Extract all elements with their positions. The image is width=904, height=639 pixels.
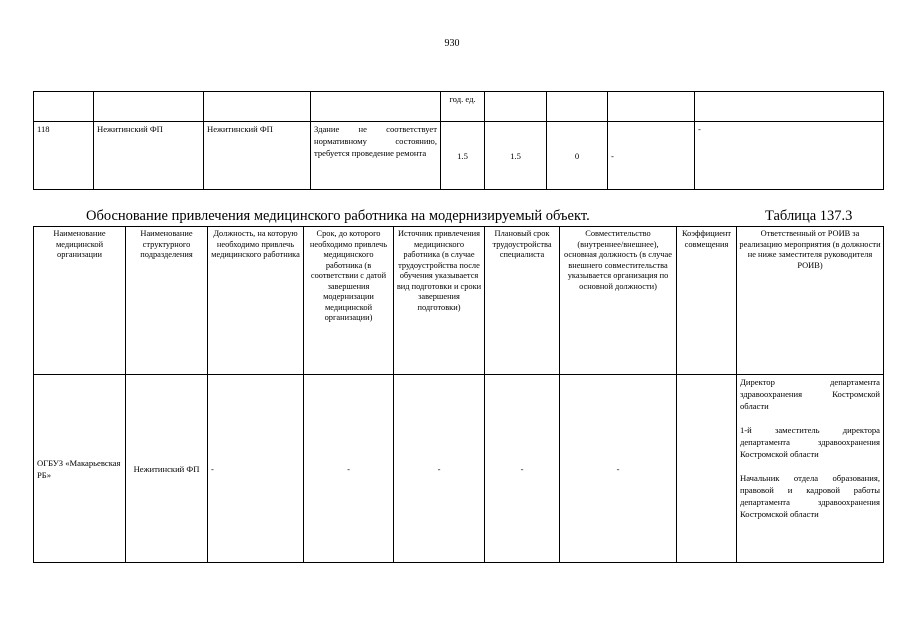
page-number: 930 xyxy=(444,38,460,49)
header-unit: Наименование структурного подразделения xyxy=(126,227,208,375)
cell-org: ОГБУЗ «Макарьевская РБ» xyxy=(34,375,126,563)
responsible-2: 1-й заместитель директора департамента здравоохранения Костромской области xyxy=(740,425,880,459)
row-unit: Нежитинский ФП xyxy=(204,122,311,190)
top-table-header-row xyxy=(34,92,884,122)
table-number: Таблица 137.3 xyxy=(765,208,853,224)
main-table xyxy=(33,226,884,563)
row-org: Нежитинский ФП xyxy=(94,122,204,190)
header-coef: Коэффициент совмещения xyxy=(677,227,737,375)
section-title: Обоснование привлечения медицинского работника на модернизируемый объект. xyxy=(86,208,590,224)
row-value-4: - xyxy=(608,122,695,190)
header-org: Наименование медицинской организации xyxy=(34,227,126,375)
top-table-row xyxy=(34,122,884,190)
responsible-3: Начальник отдела образования, правовой и кадровой работы департамента здравоохранения Костромской области xyxy=(740,473,880,519)
top-table xyxy=(33,91,884,190)
cell-source: - xyxy=(394,375,485,563)
row-value-3: 0 xyxy=(547,122,608,190)
cell-deadline: - xyxy=(304,375,394,563)
cell-responsible xyxy=(737,375,884,563)
main-table-row xyxy=(34,375,884,563)
cell-plan: - xyxy=(485,375,560,563)
main-table-header-row xyxy=(34,227,884,375)
cell-combo: - xyxy=(560,375,677,563)
row-number: 118 xyxy=(34,122,94,190)
row-state: Здание не соответствует нормативному состоянию, требуется проведение ремонта xyxy=(311,122,441,190)
header-combo: Совместительство (внутреннее/внешнее), основная должность (в случае внешнего совместительства указывается организация по основной должности) xyxy=(560,227,677,375)
header-plan: Плановый срок трудоустройства специалиста xyxy=(485,227,560,375)
header-source: Источник привлечения медицинского работника (в случае трудоустройства после обучения указывается вид подготовки и сроки завершения подготовки) xyxy=(394,227,485,375)
responsible-1: Директор департамента здравоохранения Костромской области xyxy=(740,377,880,411)
header-responsible: Ответственный от РОИВ за реализацию мероприятия (в должности не ниже заместителя руководителя РОИВ) xyxy=(737,227,884,375)
row-value-1: 1.5 xyxy=(441,122,485,190)
header-position: Должность, на которую необходимо привлечь медицинского работника xyxy=(208,227,304,375)
cell-position: - xyxy=(208,375,304,563)
cell-unit: Нежитинский ФП xyxy=(126,375,208,563)
cell-coef xyxy=(677,375,737,563)
row-value-2: 1.5 xyxy=(485,122,547,190)
row-value-5: - xyxy=(695,122,884,190)
header-deadline: Срок, до которого необходимо привлечь медицинского работника (в соответствии с датой завершения модернизации медицинской организации) xyxy=(304,227,394,375)
unit-header: год. ед. xyxy=(441,92,485,122)
